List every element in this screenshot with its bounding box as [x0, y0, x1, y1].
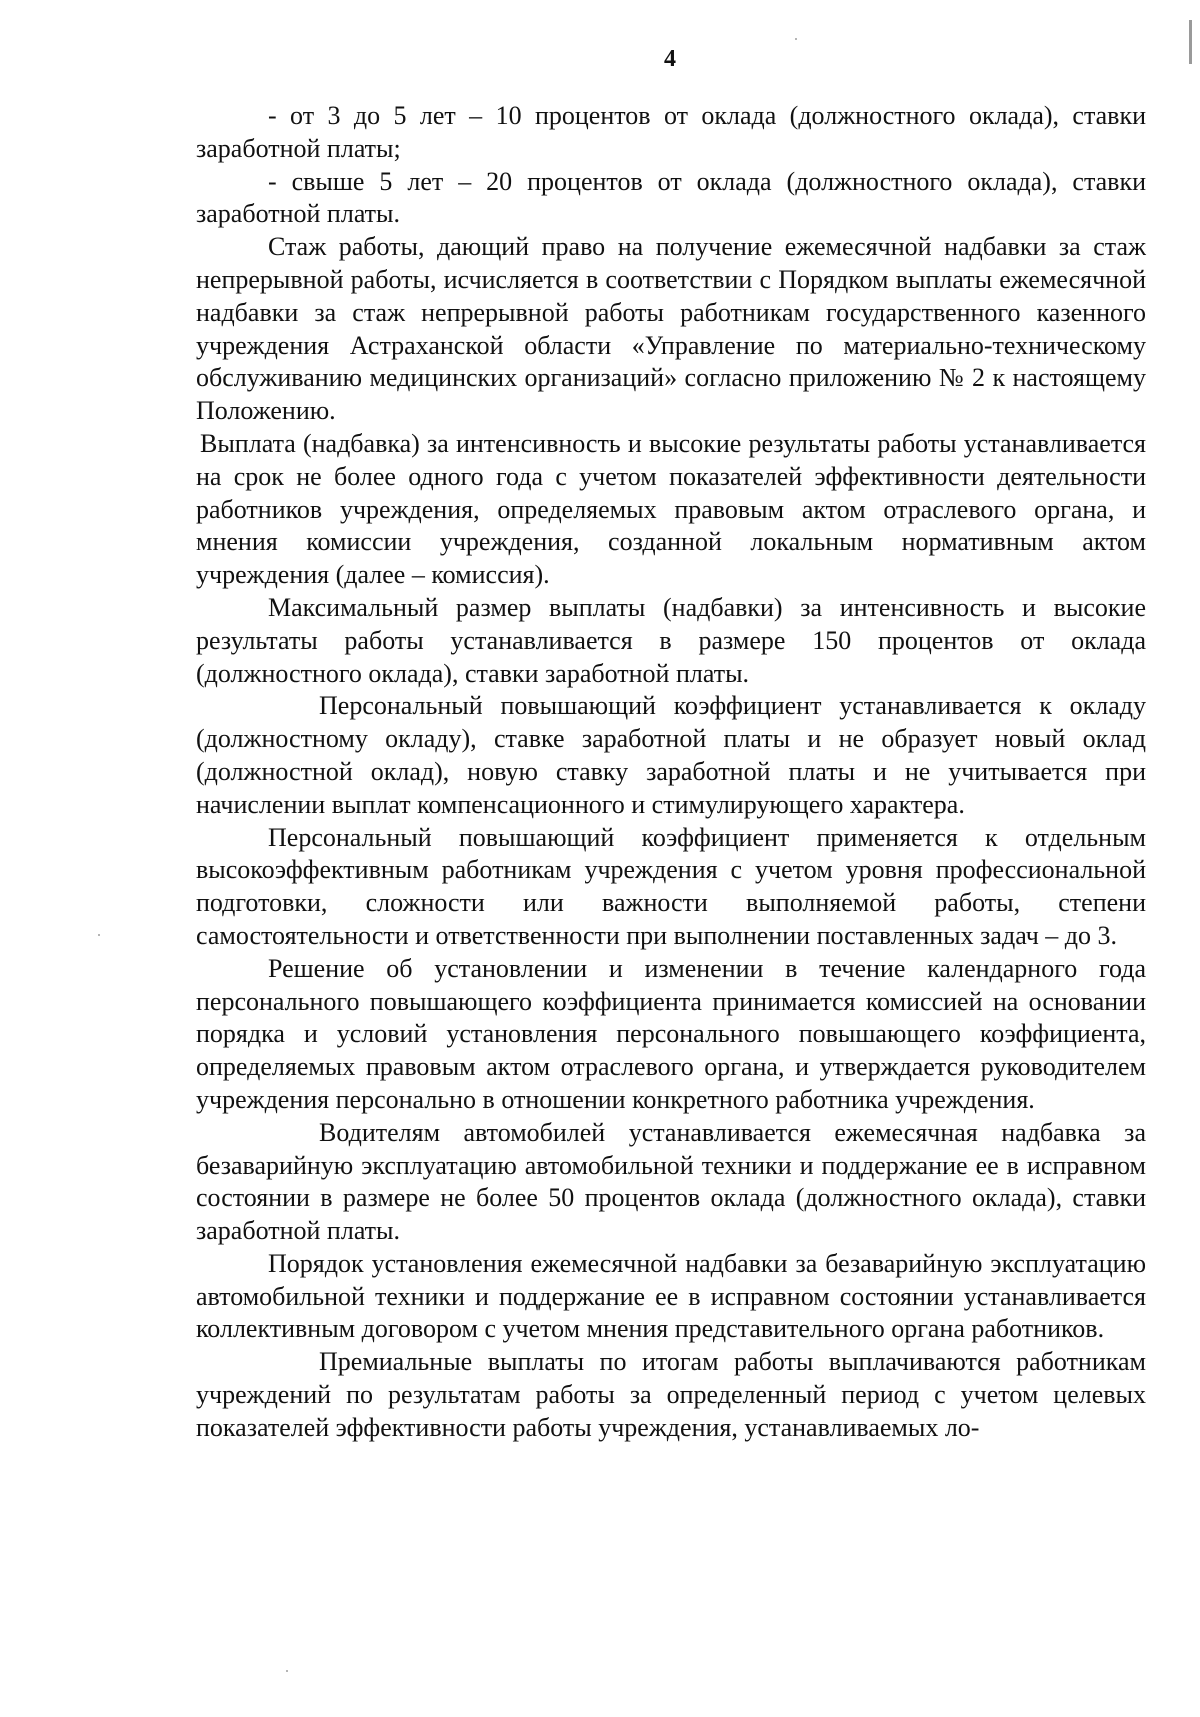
paragraph-coefficient-application: Персональный повышающий коэффициент применяется к отдельным высокоэффективным работникам учреждения с учетом уровня профессиональной подготовки, сложности или важности выполняемой работы, степени самостоятельности и ответственности при выполнении поставленных задач – до 3. — [196, 822, 1146, 950]
paragraph-max-bonus: Максимальный размер выплаты (надбавки) за интенсивность и высокие результаты работы устанавливается в размере 150 процентов от оклада (должностного оклада), ставки заработной платы. — [196, 592, 1146, 688]
document-body — [196, 100, 1146, 1445]
paragraph-premium-payments: Премиальные выплаты по итогам работы выплачиваются работникам учреждений по результатам работы за определенный период с учетом целевых показателей эффективности работы учреждения, устанавливаемых ло- — [196, 1347, 1146, 1442]
paragraph-drivers-bonus-procedure: Порядок установления ежемесячной надбавки за безаварийную эксплуатацию автомобильной техники и поддержание ее в исправном состоянии устанавливается коллективным договором с учетом мнения представительного органа работников. — [196, 1248, 1146, 1344]
paragraph-seniority-over-5: - свыше 5 лет – 20 процентов от оклада (должностного оклада), ставки заработной платы. — [196, 166, 1146, 229]
page-number: 4 — [664, 46, 676, 72]
paragraph-service-length: Стаж работы, дающий право на получение ежемесячной надбавки за стаж непрерывной работы, исчисляется в соответствии с Порядком выплаты ежемесячной надбавки за стаж непрерывной работы работникам государственного казенного учреждения Астраханской области «Управление по материально-техническому обслуживанию медицинских организаций» согласно приложению № 2 к настоящему Положению. — [196, 232, 1146, 426]
paragraph-intensity-bonus: Выплата (надбавка) за интенсивность и высокие результаты работы устанавливается на срок не более одного года с учетом показателей эффективности деятельности работников учреждения, определяемых правовым актом отраслевого органа, и мнения комиссии учреждения, созданной локальным нормативным актом учреждения (далее – комиссия). — [196, 428, 1146, 590]
paragraph-personal-coefficient: Персональный повышающий коэффициент устанавливается к окладу (должностному окладу), ставке заработной платы и не образует новый оклад (должностной оклад), новую ставку заработной платы и не учитывается при начислении выплат компенсационного и стимулирующего характера. — [196, 691, 1146, 819]
paragraph-seniority-3-5: - от 3 до 5 лет – 10 процентов от оклада (должностного оклада), ставки заработной платы; — [196, 101, 1146, 163]
scan-artifact-dot — [98, 934, 100, 936]
scan-artifact-dot — [795, 38, 797, 40]
scan-artifact-dot — [286, 1670, 288, 1672]
paragraph-coefficient-decision: Решение об установлении и изменении в течение календарного года персонального повышающего коэффициента принимается комиссией на основании порядка и условий установления персонального повышающего коэффициента, определяемых правовым актом отраслевого органа, и утверждается руководителем учреждения персонально в отношении конкретного работника учреждения. — [196, 953, 1146, 1114]
paragraph-drivers-bonus: Водителям автомобилей устанавливается ежемесячная надбавка за безаварийную эксплуатацию автомобильной техники и поддержание ее в исправном состоянии в размере не более 50 процентов оклада (должностного оклада), ставки заработной платы. — [196, 1117, 1146, 1246]
scan-artifact-edge — [1189, 20, 1192, 64]
